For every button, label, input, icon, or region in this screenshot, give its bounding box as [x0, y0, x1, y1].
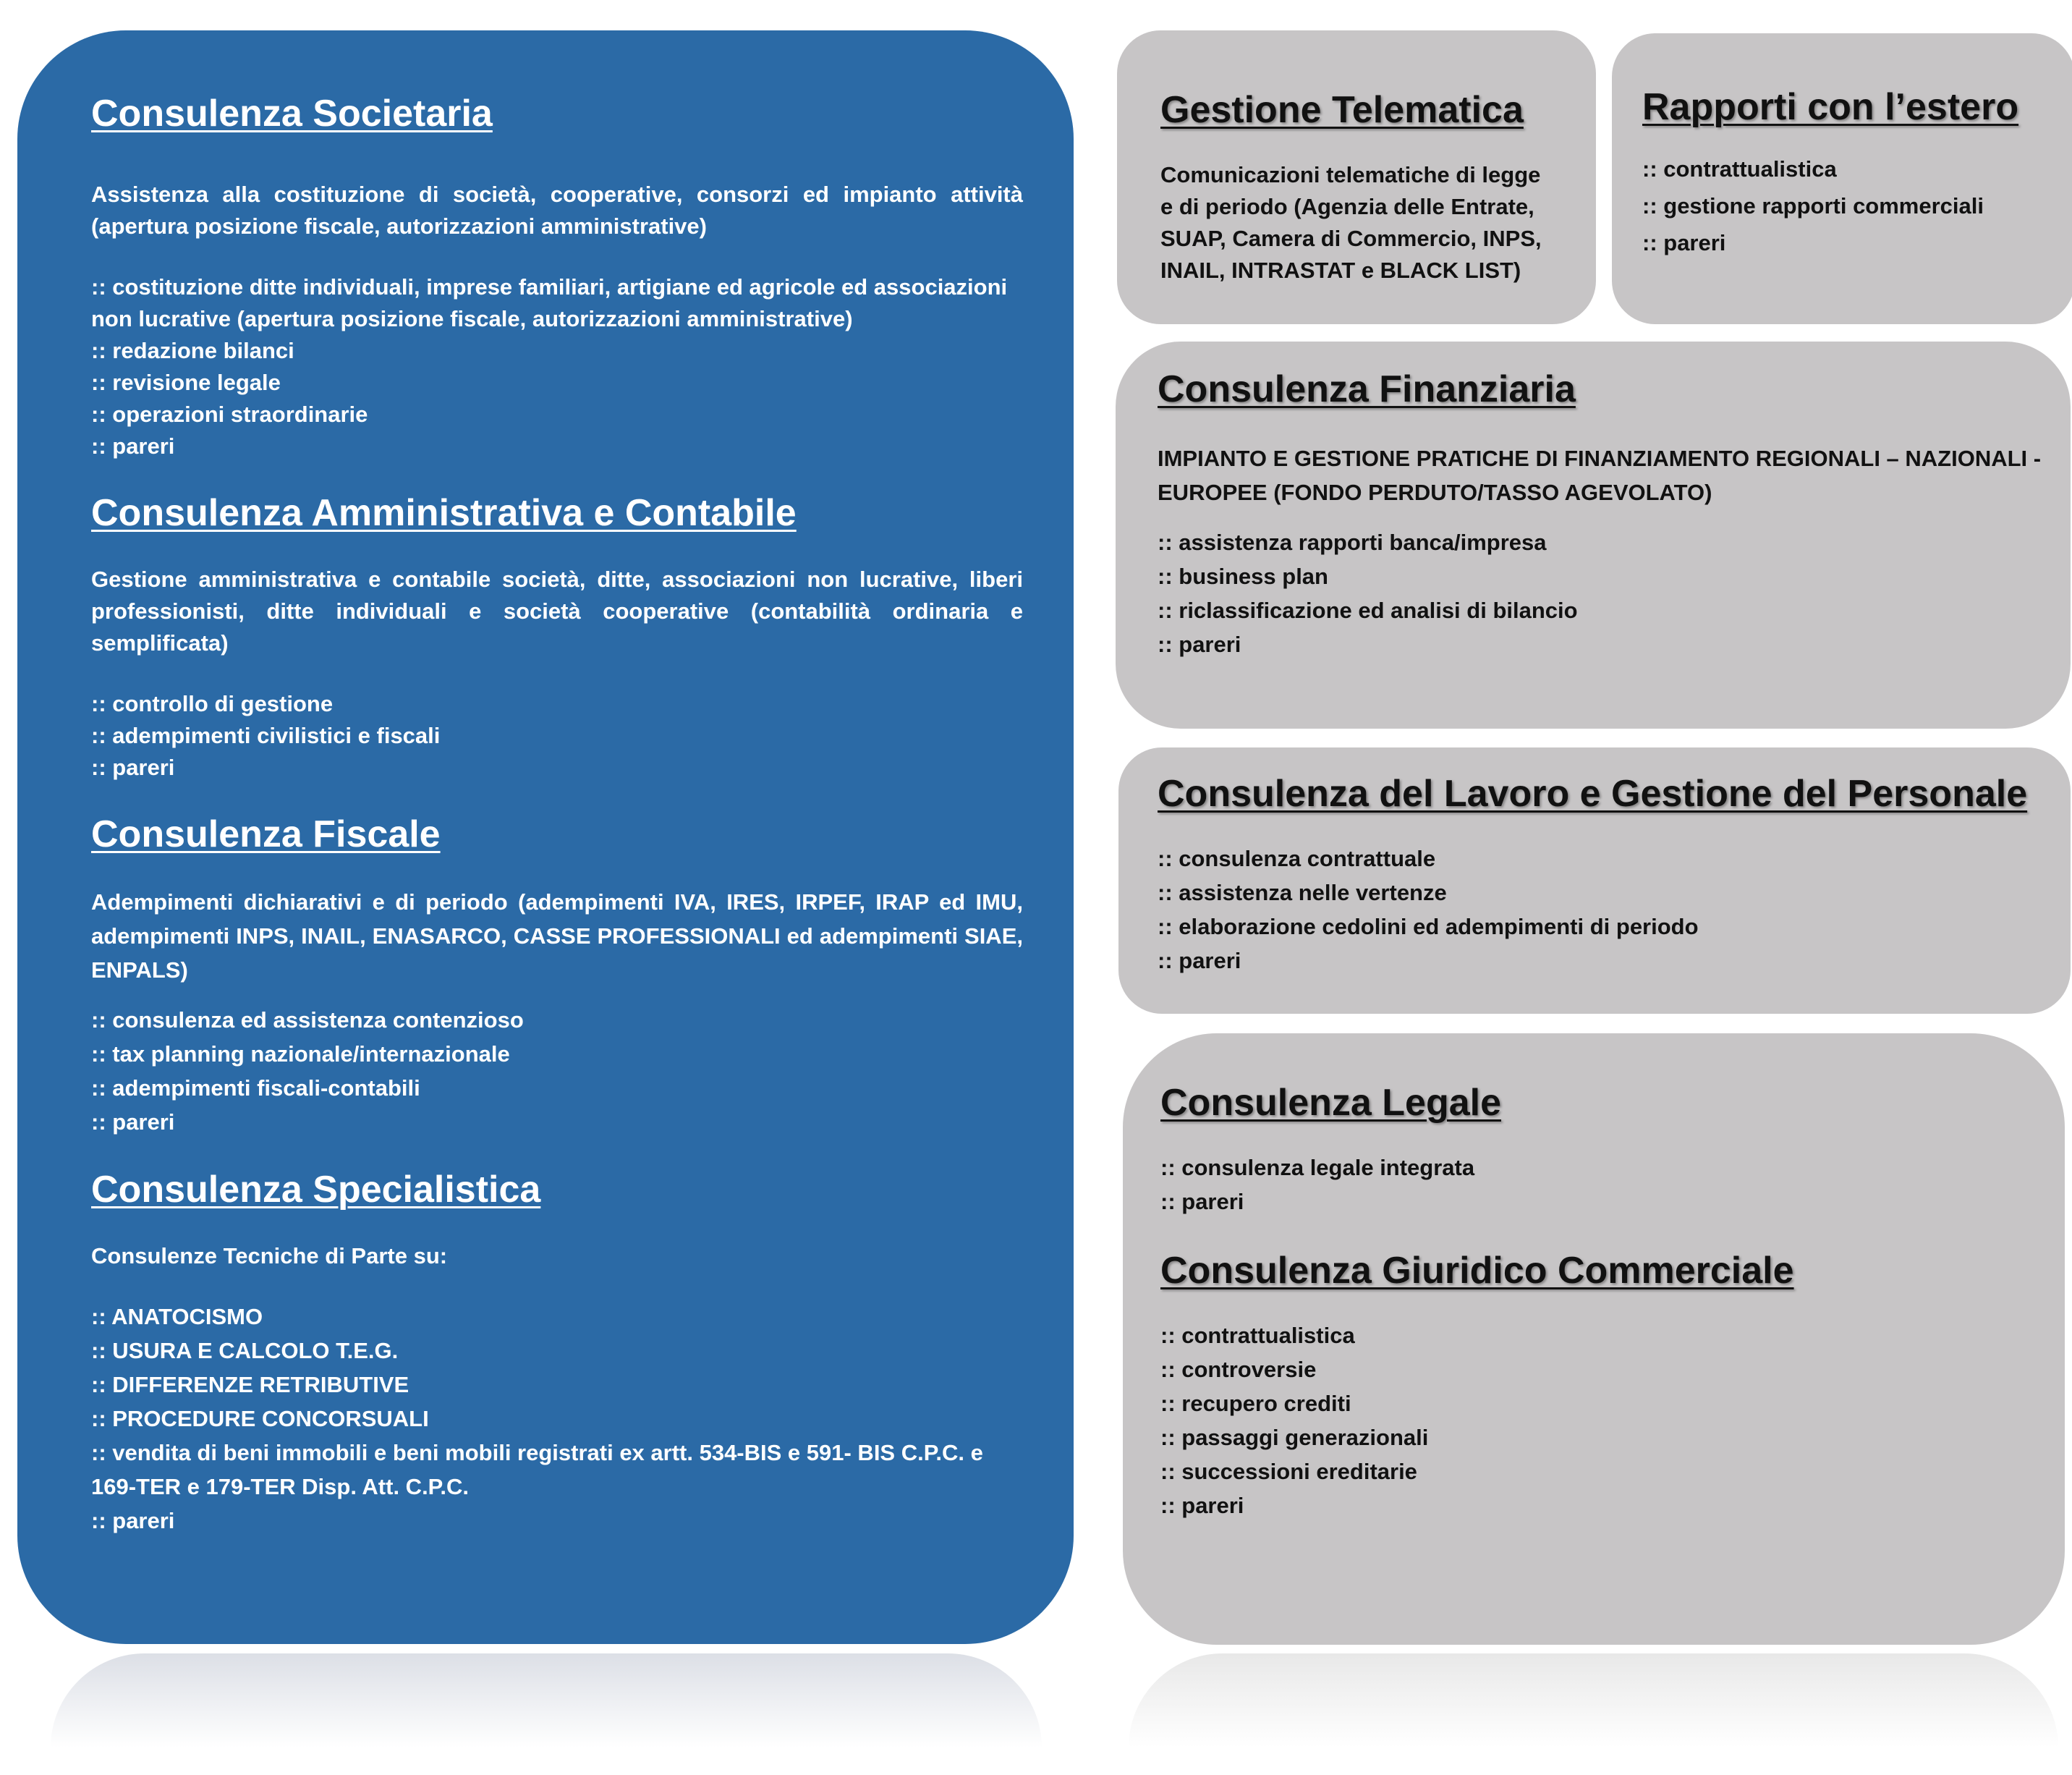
list-item: :: business plan — [1158, 564, 1328, 589]
section-intro-finanziaria: IMPIANTO E GESTIONE PRATICHE DI FINANZIAMENTO REGIONALI – NAZIONALI - EUROPEE (FONDO PERDUTO/TASSO AGEVOLATO) — [1158, 446, 2042, 505]
list-legale — [1160, 1151, 2043, 1219]
section-title-legale: Consulenza Legale — [1160, 1082, 1501, 1124]
panel-legale-giuridico — [1123, 1033, 2065, 1645]
section-societaria — [91, 92, 1023, 462]
panel-reflection-left — [51, 1653, 1042, 1748]
list-item: :: gestione rapporti commerciali — [1642, 193, 1984, 219]
list-item: :: pareri — [91, 1508, 175, 1533]
section-intro-specialistica: Consulenze Tecniche di Parte su: — [91, 1243, 448, 1268]
list-item: :: adempimenti fiscali-contabili — [91, 1075, 420, 1101]
panel-telematica — [1117, 30, 1596, 324]
section-title-telematica: Gestione Telematica — [1160, 89, 1524, 131]
list-item: :: pareri — [91, 433, 175, 459]
section-amministrativa — [91, 491, 1023, 784]
list-item: :: pareri — [1160, 1493, 1244, 1518]
panel-estero — [1612, 33, 2072, 324]
list-item: :: tax planning nazionale/internazionale — [91, 1041, 510, 1067]
list-item: :: assistenza rapporti banca/impresa — [1158, 530, 1547, 555]
list-item: :: consulenza legale integrata — [1160, 1155, 1475, 1180]
list-amministrativa — [91, 688, 1023, 784]
section-title-amministrativa: Consulenza Amministrativa e Contabile — [91, 492, 797, 534]
list-finanziaria — [1158, 525, 2049, 661]
list-item: :: recupero crediti — [1160, 1391, 1351, 1416]
section-title-lavoro: Consulenza del Lavoro e Gestione del Personale — [1158, 773, 2028, 815]
section-title-societaria: Consulenza Societaria — [91, 93, 493, 135]
list-item: :: PROCEDURE CONCORSUALI — [91, 1406, 429, 1431]
services-panel-left — [17, 30, 1074, 1644]
list-item: :: pareri — [1158, 948, 1241, 973]
section-specialistica — [91, 1168, 1023, 1538]
list-item: :: vendita di beni immobili e beni mobili registrati ex artt. 534-BIS e 591- BIS C.P.C. e 169-TER e 179-TER Disp. Att. C.P.C. — [91, 1440, 983, 1499]
list-specialistica — [91, 1300, 1023, 1538]
list-item: :: contrattualistica — [1160, 1323, 1355, 1348]
list-lavoro — [1158, 842, 2049, 978]
list-item: :: assistenza nelle vertenze — [1158, 880, 1447, 905]
list-item: :: ANATOCISMO — [91, 1304, 263, 1329]
section-title-fiscale: Consulenza Fiscale — [91, 813, 441, 855]
section-intro-fiscale: Adempimenti dichiarativi e di periodo (adempimenti IVA, IRES, IRPEF, IRAP ed IMU, adempimenti INPS, INAIL, ENASARCO, CASSE PROFESSIONALI ed adempimenti SIAE, ENPALS) — [91, 889, 1023, 983]
list-item: :: revisione legale — [91, 370, 281, 395]
list-item: :: controversie — [1160, 1357, 1317, 1382]
section-title-estero: Rapporti con l’estero — [1642, 86, 2019, 128]
list-societaria — [91, 271, 1023, 462]
list-estero — [1642, 151, 2046, 261]
list-giuridico — [1160, 1318, 2043, 1522]
list-item: :: USURA E CALCOLO T.E.G. — [91, 1338, 399, 1363]
list-fiscale — [91, 1003, 1023, 1139]
panel-lavoro — [1118, 747, 2071, 1014]
list-item: :: successioni ereditarie — [1160, 1459, 1417, 1484]
list-item: :: passaggi generazionali — [1160, 1425, 1429, 1450]
section-title-specialistica: Consulenza Specialistica — [91, 1169, 541, 1211]
panel-finanziaria — [1116, 342, 2071, 729]
list-item: :: DIFFERENZE RETRIBUTIVE — [91, 1372, 409, 1397]
list-item: :: consulenza contrattuale — [1158, 846, 1436, 871]
panel-reflection-right — [1129, 1653, 2058, 1748]
list-item: :: elaborazione cedolini ed adempimenti di periodo — [1158, 914, 1699, 939]
list-item: :: redazione bilanci — [91, 338, 294, 363]
list-item: :: contrattualistica — [1642, 156, 1837, 182]
list-item: :: pareri — [1642, 230, 1726, 255]
list-item: :: pareri — [1158, 632, 1241, 657]
list-item: :: controllo di gestione — [91, 691, 334, 716]
list-item: :: pareri — [91, 755, 175, 780]
list-item: :: costituzione ditte individuali, imprese familiari, artigiane ed agricole ed associazioni non lucrative (apertura posizione fiscale, autorizzazioni amministrative) — [91, 274, 1008, 331]
list-item: :: adempimenti civilistici e fiscali — [91, 723, 441, 748]
section-title-giuridico: Consulenza Giuridico Commerciale — [1160, 1250, 1794, 1292]
list-item: :: operazioni straordinarie — [91, 402, 368, 427]
list-item: :: riclassificazione ed analisi di bilancio — [1158, 598, 1578, 623]
section-text-telematica: Comunicazioni telematiche di legge e di periodo (Agenzia delle Entrate, SUAP, Camera di Commercio, INPS, INAIL, INTRASTAT e BLACK LIST) — [1160, 162, 1542, 283]
section-title-finanziaria: Consulenza Finanziaria — [1158, 368, 1576, 410]
list-item: :: pareri — [1160, 1189, 1244, 1214]
section-intro-societaria: Assistenza alla costituzione di società, cooperative, consorzi ed impianto attività (apertura posizione fiscale, autorizzazioni amministrative) — [91, 182, 1023, 239]
list-item: :: consulenza ed assistenza contenzioso — [91, 1007, 524, 1033]
list-item: :: pareri — [91, 1109, 175, 1135]
section-fiscale — [91, 813, 1023, 1139]
section-intro-amministrativa: Gestione amministrativa e contabile società, ditte, associazioni non lucrative, liberi professionisti, ditte individuali e società cooperative (contabilità ordinaria e semplificata) — [91, 567, 1023, 656]
